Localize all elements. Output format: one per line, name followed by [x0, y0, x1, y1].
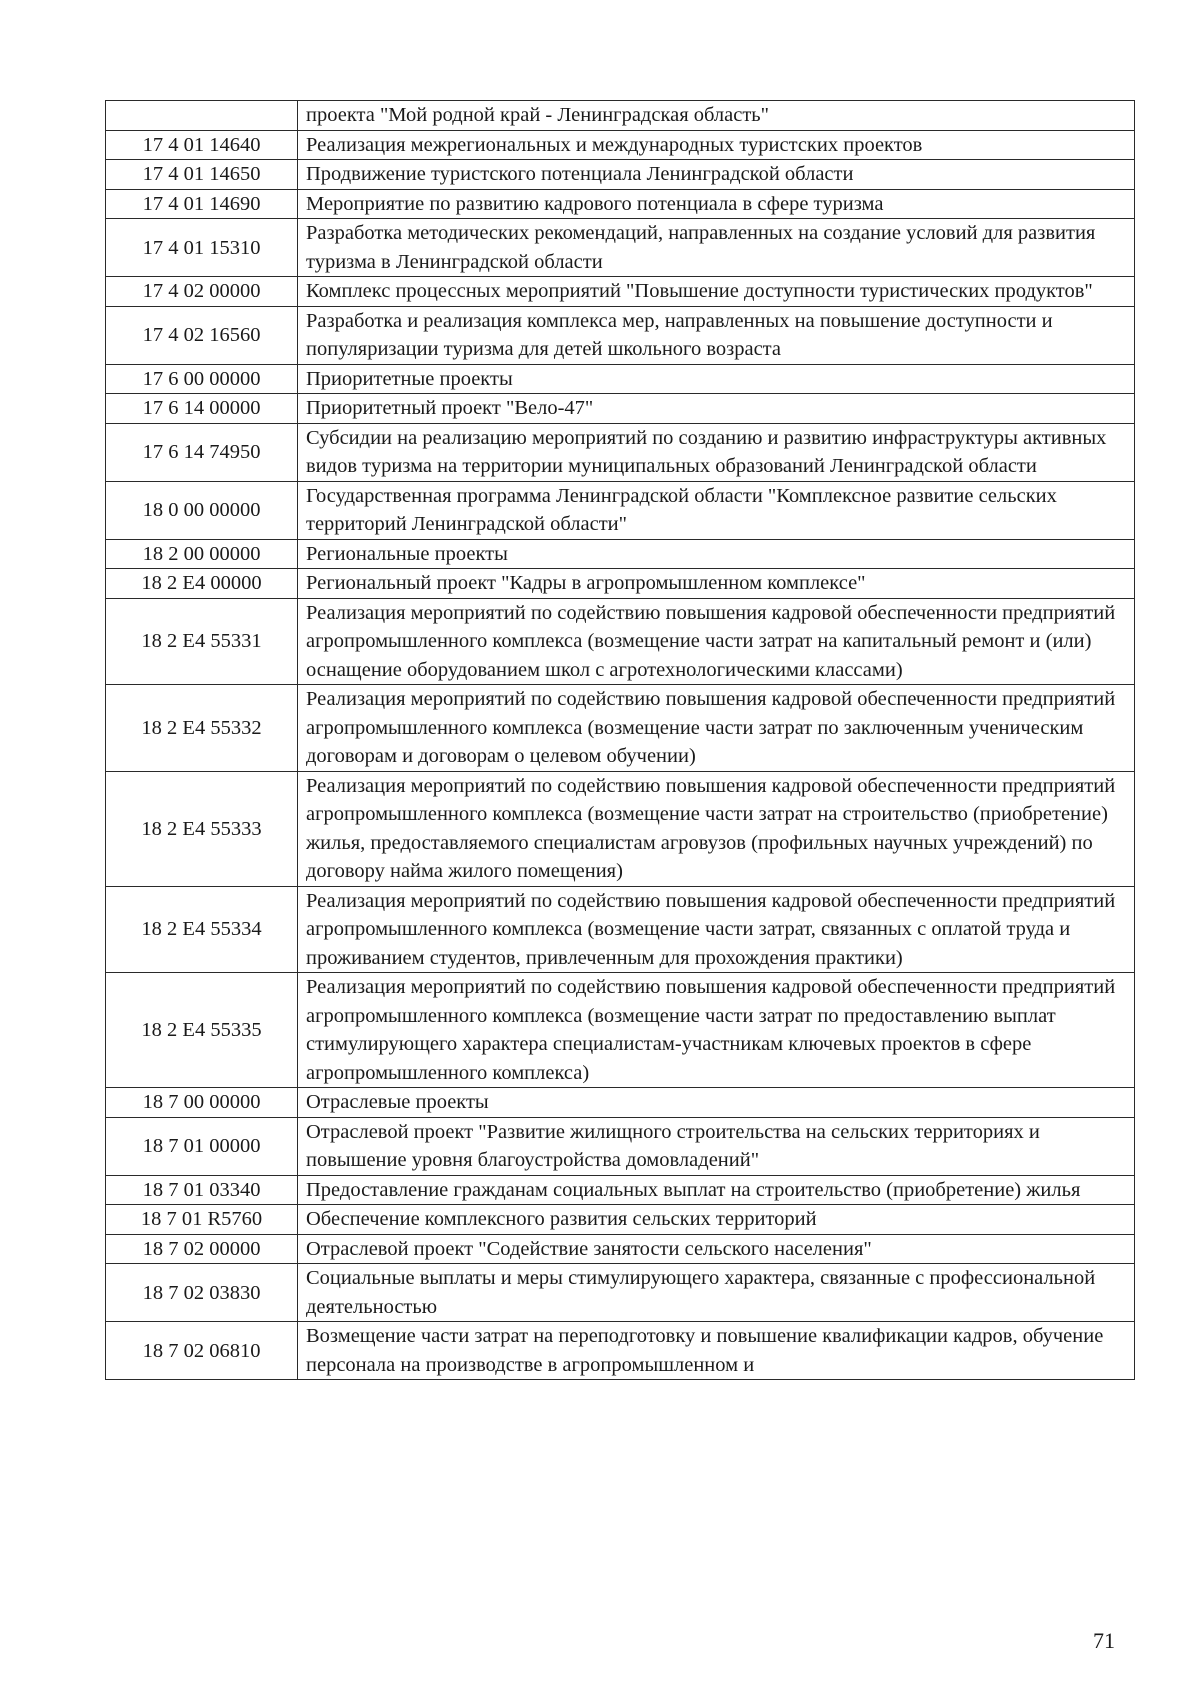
row-code: 18 2 E4 55333: [106, 771, 298, 886]
table-row: [106, 394, 1135, 424]
row-description: Региональный проект "Кадры в агропромышленном комплексе": [298, 569, 1135, 599]
row-description: Возмещение части затрат на переподготовку и повышение квалификации кадров, обучение персонала на производстве в агропромышленном и: [298, 1322, 1135, 1380]
row-description: Отраслевой проект "Содействие занятости сельского населения": [298, 1234, 1135, 1264]
row-code: 17 4 01 14650: [106, 160, 298, 190]
row-description: Реализация мероприятий по содействию повышения кадровой обеспеченности предприятий агропромышленного комплекса (возмещение части затрат на капитальный ремонт и (или) оснащение оборудованием школ с агротехнологическими классами): [298, 598, 1135, 685]
table-row: [106, 481, 1135, 539]
row-description: Государственная программа Ленинградской области "Комплексное развитие сельских территорий Ленинградской области": [298, 481, 1135, 539]
row-description: Мероприятие по развитию кадрового потенциала в сфере туризма: [298, 189, 1135, 219]
row-code: 17 4 01 14690: [106, 189, 298, 219]
row-code: 17 6 14 00000: [106, 394, 298, 424]
table-row: [106, 364, 1135, 394]
row-code: 17 4 02 16560: [106, 306, 298, 364]
row-code: 17 6 00 00000: [106, 364, 298, 394]
row-code: 18 0 00 00000: [106, 481, 298, 539]
table-row: [106, 219, 1135, 277]
budget-codes-table: [105, 100, 1135, 1380]
table-row: [106, 973, 1135, 1088]
table-row: [106, 1088, 1135, 1118]
table-row: [106, 771, 1135, 886]
row-code: 18 2 E4 55331: [106, 598, 298, 685]
row-code: 18 7 02 00000: [106, 1234, 298, 1264]
table-row: [106, 569, 1135, 599]
row-description: Реализация межрегиональных и международных туристских проектов: [298, 130, 1135, 160]
row-code: 18 7 00 00000: [106, 1088, 298, 1118]
row-description: Социальные выплаты и меры стимулирующего характера, связанные с профессиональной деятельностью: [298, 1264, 1135, 1322]
row-description: Разработка и реализация комплекса мер, направленных на повышение доступности и популяризации туризма для детей школьного возраста: [298, 306, 1135, 364]
table-row: [106, 423, 1135, 481]
row-code: 17 6 14 74950: [106, 423, 298, 481]
table-row: [106, 598, 1135, 685]
row-code: 17 4 01 14640: [106, 130, 298, 160]
row-description: Реализация мероприятий по содействию повышения кадровой обеспеченности предприятий агропромышленного комплекса (возмещение части затрат, связанных с оплатой труда и проживанием студентов, привлеченным для прохождения практики): [298, 886, 1135, 973]
row-code: 17 4 01 15310: [106, 219, 298, 277]
table-row: [106, 277, 1135, 307]
table-row: [106, 1205, 1135, 1235]
table-row: [106, 886, 1135, 973]
row-code: 17 4 02 00000: [106, 277, 298, 307]
page-number: 71: [1093, 1628, 1115, 1653]
row-code: 18 7 02 06810: [106, 1322, 298, 1380]
row-code: 18 2 E4 55334: [106, 886, 298, 973]
row-description: проекта "Мой родной край - Ленинградская область": [298, 101, 1135, 131]
row-code: 18 2 E4 55332: [106, 685, 298, 772]
table-row: [106, 1234, 1135, 1264]
table-row: [106, 101, 1135, 131]
row-code: 18 2 E4 55335: [106, 973, 298, 1088]
row-description: Субсидии на реализацию мероприятий по созданию и развитию инфраструктуры активных видов туризма на территории муниципальных образований Ленинградской области: [298, 423, 1135, 481]
row-code: 18 2 00 00000: [106, 539, 298, 569]
table-row: [106, 1175, 1135, 1205]
row-description: Реализация мероприятий по содействию повышения кадровой обеспеченности предприятий агропромышленного комплекса (возмещение части затрат по предоставлению выплат стимулирующего характера специалистам-участникам ключевых проектов в сфере агропромышленного комплекса): [298, 973, 1135, 1088]
table-row: [106, 685, 1135, 772]
row-description: Региональные проекты: [298, 539, 1135, 569]
table-body: [106, 101, 1135, 1380]
table-row: [106, 189, 1135, 219]
table-row: [106, 1117, 1135, 1175]
row-code: 18 7 01 03340: [106, 1175, 298, 1205]
table-row: [106, 539, 1135, 569]
table-row: [106, 160, 1135, 190]
row-code: 18 7 01 R5760: [106, 1205, 298, 1235]
table-row: [106, 130, 1135, 160]
row-description: Обеспечение комплексного развития сельских территорий: [298, 1205, 1135, 1235]
row-code: [106, 101, 298, 131]
row-description: Отраслевой проект "Развитие жилищного строительства на сельских территориях и повышение уровня благоустройства домовладений": [298, 1117, 1135, 1175]
table-row: [106, 1322, 1135, 1380]
row-description: Отраслевые проекты: [298, 1088, 1135, 1118]
row-code: 18 7 01 00000: [106, 1117, 298, 1175]
row-description: Комплекс процессных мероприятий "Повышение доступности туристических продуктов": [298, 277, 1135, 307]
row-description: Предоставление гражданам социальных выплат на строительство (приобретение) жилья: [298, 1175, 1135, 1205]
row-code: 18 7 02 03830: [106, 1264, 298, 1322]
table-row: [106, 306, 1135, 364]
row-description: Реализация мероприятий по содействию повышения кадровой обеспеченности предприятий агропромышленного комплекса (возмещение части затрат по заключенным ученическим договорам и договорам о целевом обучении): [298, 685, 1135, 772]
table-row: [106, 1264, 1135, 1322]
row-description: Разработка методических рекомендаций, направленных на создание условий для развития туризма в Ленинградской области: [298, 219, 1135, 277]
row-description: Приоритетные проекты: [298, 364, 1135, 394]
row-code: 18 2 E4 00000: [106, 569, 298, 599]
row-description: Реализация мероприятий по содействию повышения кадровой обеспеченности предприятий агропромышленного комплекса (возмещение части затрат на строительство (приобретение) жилья, предоставляемого специалистам агровузов (профильных научных учреждений) по договору найма жилого помещения): [298, 771, 1135, 886]
row-description: Продвижение туристского потенциала Ленинградской области: [298, 160, 1135, 190]
row-description: Приоритетный проект "Вело-47": [298, 394, 1135, 424]
